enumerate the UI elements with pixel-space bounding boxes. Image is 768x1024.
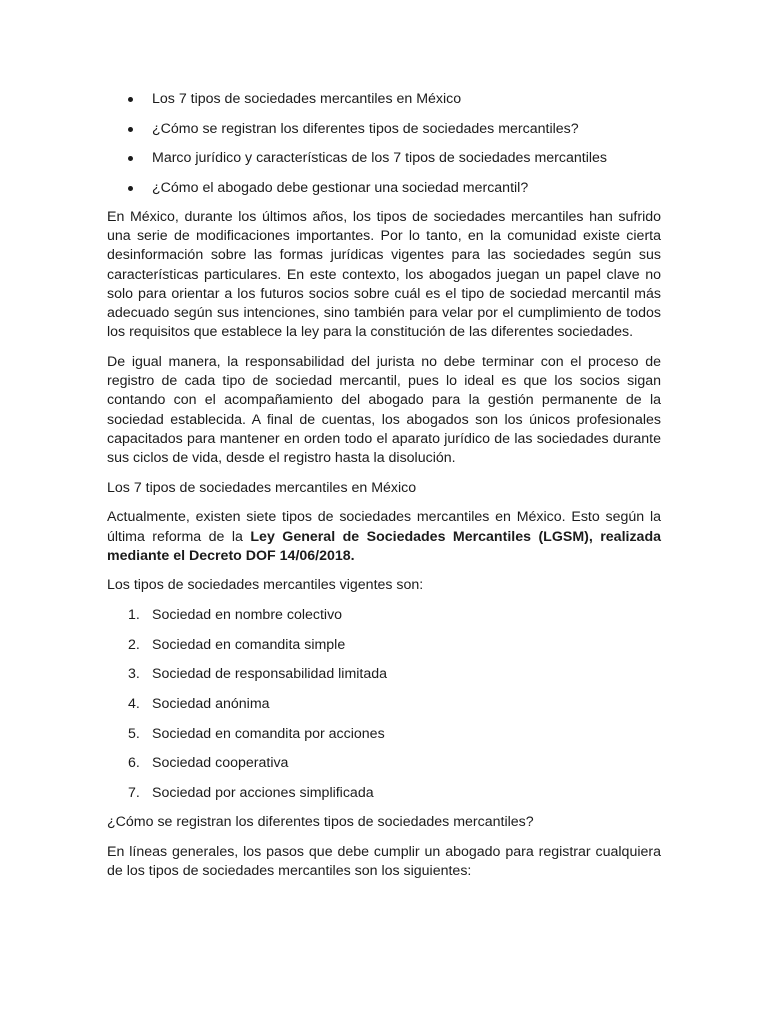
intro-paragraph-1: En México, durante los últimos años, los tipos de sociedades mercantiles han sufrido una serie de modificaciones importantes. Por lo tanto, en la comunidad existe cierta desinformación sobre las formas jurídicas vigentes para las sociedades según sus características particulares. En este contexto, los abogados juegan un papel clave no solo para orientar a los futuros socios sobre cuál es el tipo de sociedad mercantil más adecuado según sus intenciones, sino también para velar por el cumplimiento de todos los requisitos que establece la ley para la constitución de las diferentes sociedades.: [107, 209, 661, 341]
toc-item[interactable]: Marco jurídico y características de los 7 tipos de sociedades mercantiles: [107, 149, 661, 168]
bullet-icon: [128, 97, 133, 102]
table-of-contents: [107, 90, 661, 198]
section-1-paragraph: Actualmente, existen siete tipos de sociedades mercantiles en México. Esto según la última reforma de la Ley General de Sociedades Mercantiles (LGSM), realizada mediante el Decreto DOF 14/06/2018.: [107, 509, 661, 564]
list-item: 2. Sociedad en comandita simple: [128, 636, 346, 653]
bullet-icon: [128, 127, 133, 132]
toc-item[interactable]: ¿Cómo el abogado debe gestionar una sociedad mercantil?: [107, 179, 661, 198]
section-heading-tipos: Los 7 tipos de sociedades mercantiles en México: [107, 479, 417, 496]
section-heading-registro: ¿Cómo se registran los diferentes tipos de sociedades mercantiles?: [107, 814, 534, 831]
bullet-icon: [128, 186, 133, 191]
list-item: 3. Sociedad de responsabilidad limitada: [128, 666, 388, 683]
section-2-paragraph: En líneas generales, los pasos que debe cumplir un abogado para registrar cualquiera de los tipos de sociedades mercantiles son los siguientes:: [107, 844, 661, 880]
list-item: 7. Sociedad por acciones simplificada: [128, 784, 374, 801]
toc-item[interactable]: Los 7 tipos de sociedades mercantiles en México: [107, 90, 661, 109]
list-item: 6. Sociedad cooperativa: [128, 755, 289, 772]
types-intro: Los tipos de sociedades mercantiles vigentes son:: [107, 577, 424, 594]
list-item: 5. Sociedad en comandita por acciones: [128, 725, 385, 742]
types-list: [107, 606, 661, 803]
document-content: [107, 90, 661, 892]
list-item: 4. Sociedad anónima: [128, 695, 270, 712]
list-item: 1. Sociedad en nombre colectivo: [128, 607, 343, 624]
toc-item[interactable]: ¿Cómo se registran los diferentes tipos de sociedades mercantiles?: [107, 120, 661, 139]
law-reference: Ley General de Sociedades Mercantiles (LGSM), realizada mediante el Decreto DOF 14/06/2018.: [107, 528, 661, 564]
intro-paragraph-2: De igual manera, la responsabilidad del jurista no debe terminar con el proceso de registro de cada tipo de sociedad mercantil, pues lo ideal es que los socios sigan contando con el acompañamiento del abogado para la gestión permanente de la sociedad establecida. A final de cuentas, los abogados son los únicos profesionales capacitados para mantener en orden todo el aparato jurídico de las sociedades durante sus ciclos de vida, desde el registro hasta la disolución.: [107, 353, 661, 466]
bullet-icon: [128, 156, 133, 161]
